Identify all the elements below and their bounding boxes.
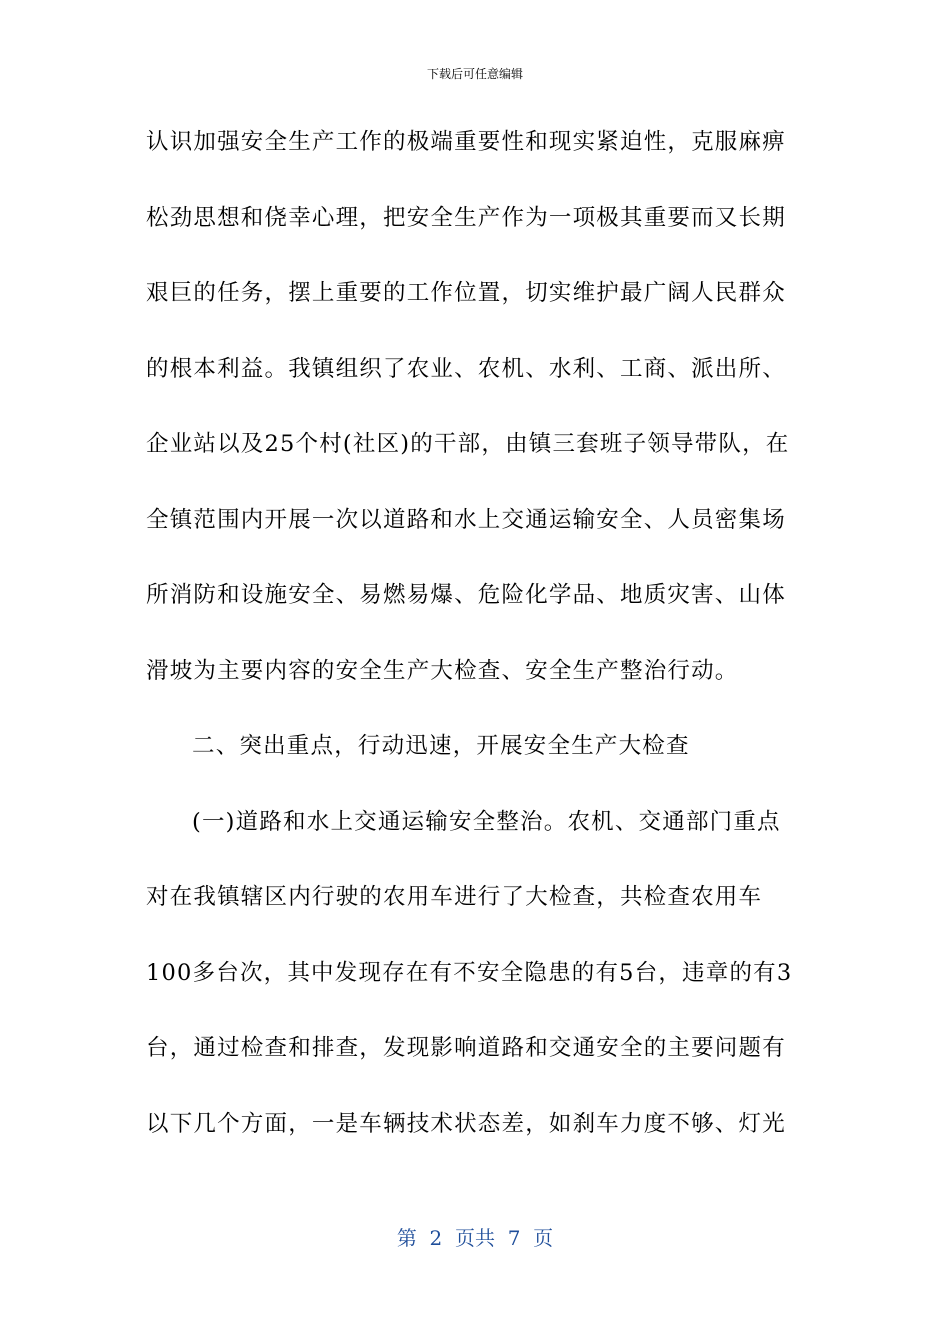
text-line: 滑坡为主要内容的安全生产大检查、安全生产整治行动。 <box>146 657 739 684</box>
text-line: 企业站以及25个村(社区)的干部，由镇三套班子领导带队，在 <box>146 431 790 457</box>
text-line: 对在我镇辖区内行驶的农用车进行了大检查，共检查农用车 <box>146 884 763 910</box>
text-line: 台，通过检查和排查，发现影响道路和交通安全的主要问题有 <box>146 1035 786 1061</box>
text-line: 所消防和设施安全、易燃易爆、危险化学品、地质灾害、山体 <box>146 582 786 608</box>
text-line: 全镇范围内开展一次以道路和水上交通运输安全、人员密集场 <box>146 506 786 533</box>
text-line: 100多台次，其中发现存在有不安全隐患的有5台，违章的有3 <box>146 959 793 986</box>
text-line: 的根本利益。我镇组织了农业、农机、水利、工商、派出所、 <box>146 355 786 382</box>
page-number-footer: 第 2 页共 7 页 <box>396 1226 554 1250</box>
text-line: 松劲思想和侥幸心理，把安全生产作为一项极其重要而又长期 <box>146 204 786 231</box>
document-body <box>146 120 806 1177</box>
text-line: (一)道路和水上交通运输安全整治。农机、交通部门重点 <box>192 808 781 835</box>
text-line: 艰巨的任务，摆上重要的工作位置，切实维护最广阔人民群众 <box>146 280 786 306</box>
text-line: 认识加强安全生产工作的极端重要性和现实紧迫性，克服麻痹 <box>146 129 786 155</box>
section-heading: 二、突出重点，行动迅速，开展安全生产大检查 <box>192 733 690 759</box>
page-header: 下载后可任意编辑 <box>426 67 523 81</box>
text-line: 以下几个方面，一是车辆技术状态差，如刹车力度不够、灯光 <box>146 1110 786 1137</box>
